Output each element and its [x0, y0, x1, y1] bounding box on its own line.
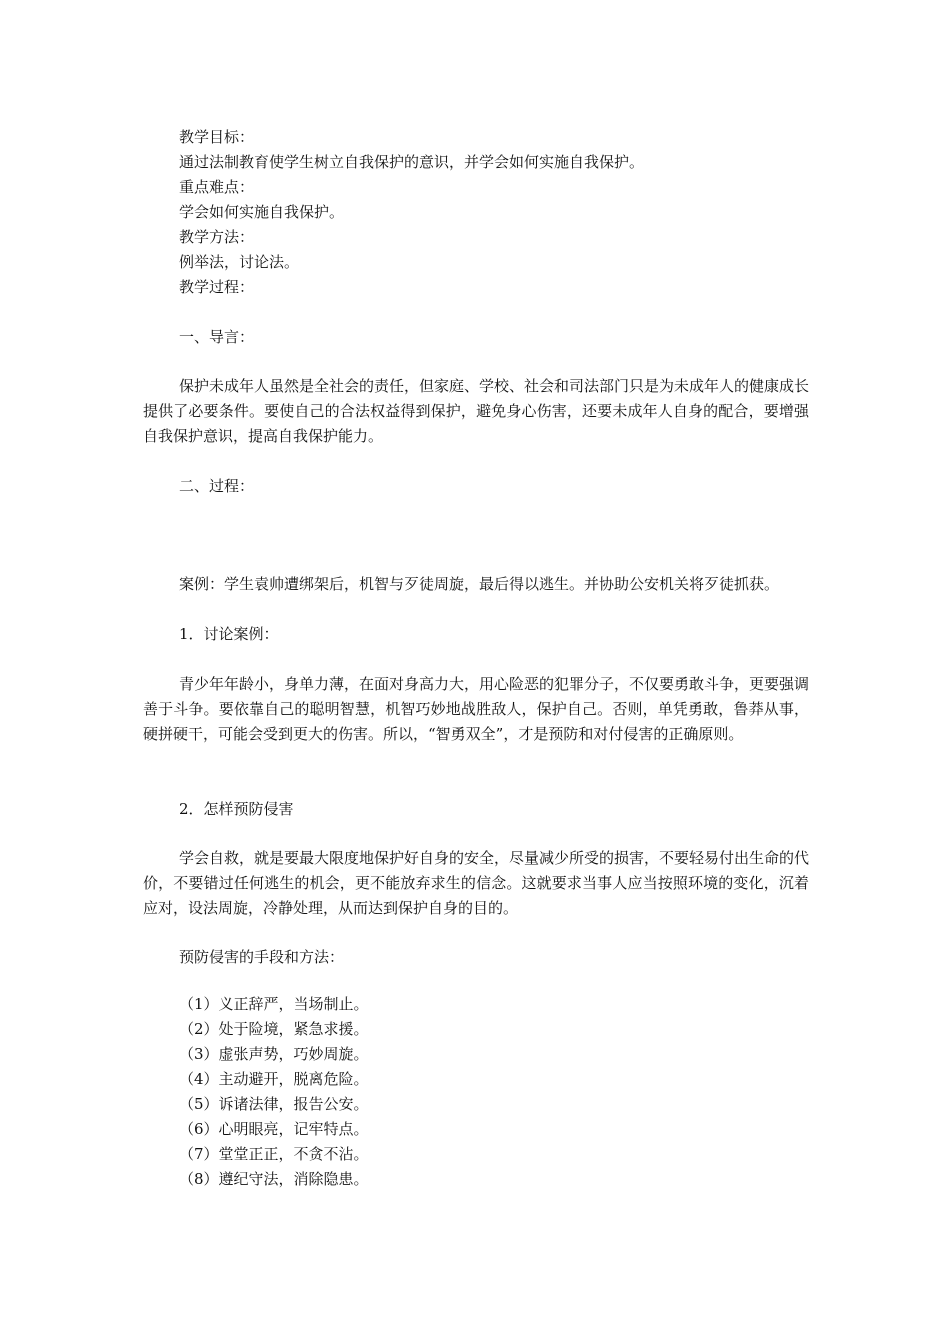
goal-heading: 教学目标：: [179, 128, 255, 146]
goal-text: 通过法制教育使学生树立自我保护的意识，并学会如何实施自我保护。: [179, 153, 645, 171]
discuss-heading: 1．讨论案例：: [179, 625, 279, 643]
discuss-paragraph: 青少年年龄小，身单力薄，在面对身高力大，用心险恶的犯罪分子，不仅要勇敢斗争，更要强调善于斗争。要依靠自己的聪明智慧，机智巧妙地战胜敌人，保护自己。否则，单凭勇敢，鲁莽从事，硬拼硬干，可能会受到更大的伤害。所以，“智勇双全”，才是预防和对付侵害的正确原则。: [143, 675, 810, 743]
section-process-heading: 二、过程：: [179, 477, 255, 495]
list-item: （5）诉诸法律，报告公安。: [179, 1095, 369, 1113]
prevent-paragraph: 学会自救，就是要最大限度地保护好自身的安全，尽量减少所受的损害，不要轻易付出生命的代价，不要错过任何逃生的机会，更不能放弃求生的信念。这就要求当事人应当按照环境的变化，沉着应对，设法周旋，冷静处理，从而达到保护自身的目的。: [143, 849, 810, 917]
list-item: （7）堂堂正正，不贪不沾。: [179, 1145, 369, 1163]
key-text: 学会如何实施自我保护。: [179, 203, 345, 221]
list-item: （2）处于险境，紧急求援。: [179, 1020, 369, 1038]
list-item: （4）主动避开，脱离危险。: [179, 1070, 369, 1088]
means-heading: 预防侵害的手段和方法：: [179, 948, 345, 966]
method-heading: 教学方法：: [179, 228, 255, 246]
list-item: （1）义正辞严，当场制止。: [179, 995, 369, 1013]
case-text: 案例：学生袁帅遭绑架后，机智与歹徒周旋，最后得以逃生。并协助公安机关将歹徒抓获。: [179, 575, 780, 593]
methods-list: [179, 992, 369, 1192]
prevent-heading: 2．怎样预防侵害: [179, 800, 294, 818]
list-item: （8）遵纪守法，消除隐患。: [179, 1170, 369, 1188]
intro-paragraph: 保护未成年人虽然是全社会的责任，但家庭、学校、社会和司法部门只是为未成年人的健康成长提供了必要条件。要使自己的合法权益得到保护，避免身心伤害，还要未成年人自身的配合，要增强自我保护意识，提高自我保护能力。: [143, 377, 810, 445]
intro-heading: 一、导言：: [179, 328, 255, 346]
process-heading: 教学过程：: [179, 278, 255, 296]
method-text: 例举法，讨论法。: [179, 253, 300, 271]
key-heading: 重点难点：: [179, 178, 255, 196]
list-item: （3）虚张声势，巧妙周旋。: [179, 1045, 369, 1063]
list-item: （6）心明眼亮，记牢特点。: [179, 1120, 369, 1138]
